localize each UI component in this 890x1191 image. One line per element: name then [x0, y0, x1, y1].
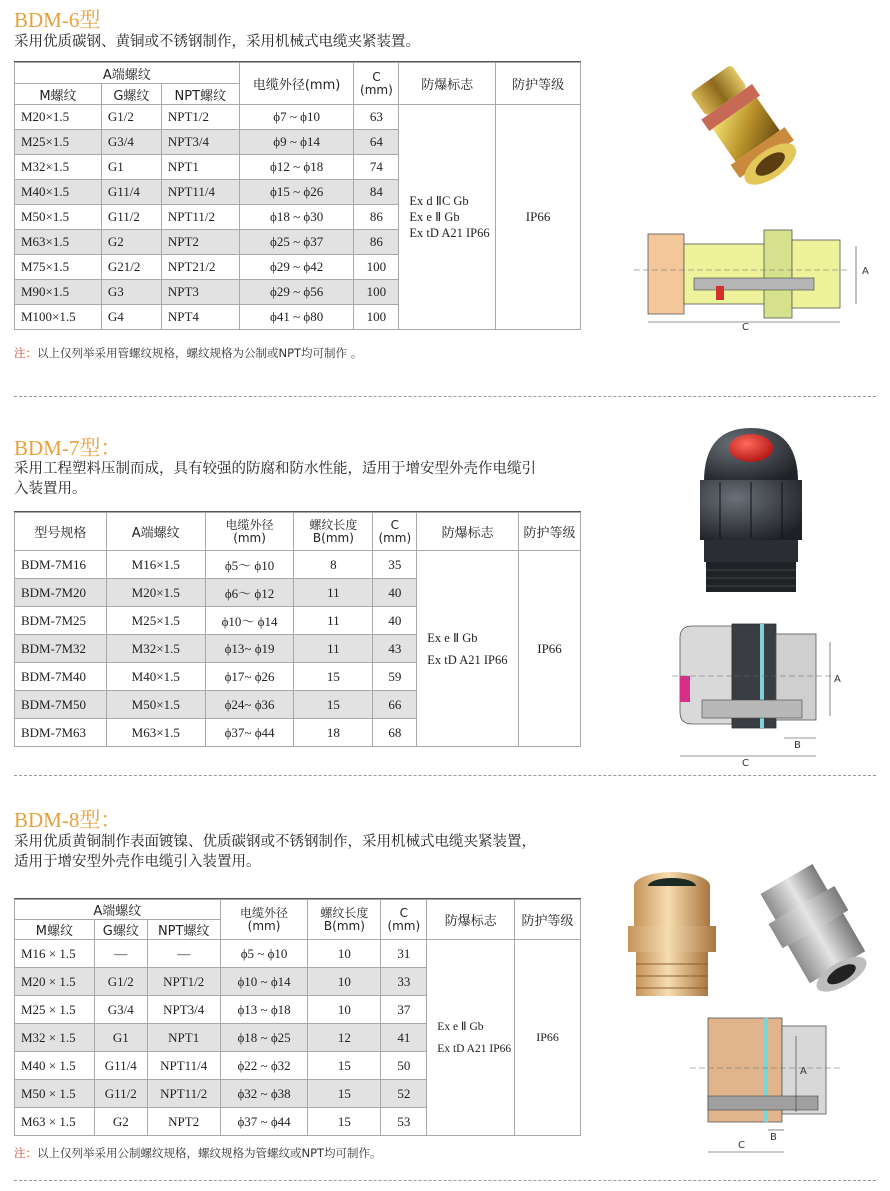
c-dimension-cell: 50: [381, 1052, 427, 1080]
npt-thread-cell: NPT1/2: [147, 968, 220, 996]
m-thread-cell: M32 × 1.5: [15, 1024, 95, 1052]
dim-b-label: B: [770, 1132, 777, 1143]
g-thread-cell: G1/2: [101, 105, 161, 130]
c-dimension-cell: 40: [373, 579, 417, 607]
bdm8-product-photo: [620, 862, 880, 1007]
section-divider: [14, 396, 876, 397]
model-cell: BDM-7M40: [15, 663, 107, 691]
c-dimension-cell: 74: [354, 155, 399, 180]
thread-length-cell: 11: [294, 579, 373, 607]
thread-length-cell: 15: [308, 1108, 381, 1136]
bdm7-title: BDM-7型：: [14, 436, 122, 460]
m-thread-cell: M100×1.5: [15, 305, 102, 330]
bdm7-header-ex: 防爆标志: [417, 513, 519, 551]
thread-length-cell: 10: [308, 968, 381, 996]
cable-diameter-cell: ϕ12 ~ ϕ18: [239, 155, 354, 180]
bdm7-header-a-thread: A端螺纹: [106, 513, 205, 551]
note-text: 以上仅列举采用公制螺纹规格，螺纹规格为管螺纹或NPT均可制作。: [37, 1146, 382, 1160]
dim-c-label: C: [738, 1140, 745, 1151]
c-dimension-cell: 66: [373, 691, 417, 719]
c-dimension-cell: 35: [373, 551, 417, 579]
npt-thread-cell: NPT3: [161, 280, 239, 305]
m-thread-cell: M16 × 1.5: [15, 940, 95, 968]
c-dimension-cell: 100: [354, 305, 399, 330]
npt-thread-cell: NPT21/2: [161, 255, 239, 280]
bdm8-header-ex: 防爆标志: [427, 900, 515, 940]
note-label: 注：: [14, 1146, 37, 1160]
model-cell: BDM-7M20: [15, 579, 107, 607]
cable-diameter-cell: ϕ15 ~ ϕ26: [239, 180, 354, 205]
table-row: [15, 551, 581, 579]
a-thread-cell: M16×1.5: [106, 551, 205, 579]
header-unit: B(mm): [323, 918, 365, 933]
c-dimension-cell: 40: [373, 607, 417, 635]
dim-a-label: A: [800, 1066, 807, 1077]
c-dimension-cell: 33: [381, 968, 427, 996]
ex-mark-line: Ex d ⅡC Gb: [409, 194, 469, 208]
bdm8-header-g: G螺纹: [94, 920, 147, 940]
header-label: 螺纹长度: [309, 517, 358, 532]
bdm6-spec-table: [14, 62, 581, 330]
a-thread-cell: M32×1.5: [106, 635, 205, 663]
header-unit: (mm): [387, 918, 421, 933]
c-dimension-cell: 52: [381, 1080, 427, 1108]
m-thread-cell: M50×1.5: [15, 205, 102, 230]
bdm6-header-cable: 电缆外径(mm): [239, 63, 354, 105]
g-thread-cell: G3: [101, 280, 161, 305]
model-cell: BDM-7M16: [15, 551, 107, 579]
m-thread-cell: M90×1.5: [15, 280, 102, 305]
bdm7-product-photo: [686, 420, 816, 600]
cable-diameter-cell: ϕ13 ~ ϕ18: [220, 996, 308, 1024]
cable-diameter-cell: ϕ17~ ϕ26: [205, 663, 294, 691]
thread-length-cell: 10: [308, 996, 381, 1024]
header-label: C: [390, 517, 400, 532]
cable-diameter-cell: ϕ18 ~ ϕ30: [239, 205, 354, 230]
bdm7-header-c: [373, 513, 417, 551]
npt-thread-cell: NPT1/2: [161, 105, 239, 130]
header-label: 螺纹长度: [320, 905, 369, 920]
header-unit: (mm): [247, 918, 281, 933]
npt-thread-cell: NPT4: [161, 305, 239, 330]
g-thread-cell: G2: [101, 230, 161, 255]
bdm6-ex-mark: [399, 105, 496, 330]
c-dimension-cell: 59: [373, 663, 417, 691]
cable-diameter-cell: ϕ5～ ϕ10: [205, 551, 294, 579]
bdm8-header-cable: [220, 900, 308, 940]
dim-a-label: A: [834, 674, 841, 685]
dim-c-label: C: [742, 322, 749, 332]
ex-mark-line: Ex e Ⅱ Gb: [409, 210, 460, 224]
cable-diameter-cell: ϕ29 ~ ϕ56: [239, 280, 354, 305]
g-thread-cell: G1: [101, 155, 161, 180]
header-label: 电缆外径: [225, 517, 274, 532]
cable-diameter-cell: ϕ24~ ϕ36: [205, 691, 294, 719]
m-thread-cell: M63×1.5: [15, 230, 102, 255]
bdm8-header-c: [381, 900, 427, 940]
bdm8-ip-rating: IP66: [515, 940, 581, 1136]
header-label: C: [399, 905, 409, 920]
a-thread-cell: M63×1.5: [106, 719, 205, 747]
c-dimension-cell: 100: [354, 280, 399, 305]
cable-diameter-cell: ϕ7 ~ ϕ10: [239, 105, 354, 130]
g-thread-cell: G11/4: [101, 180, 161, 205]
bdm6-header-c-unit: (mm): [360, 82, 393, 97]
c-dimension-cell: 84: [354, 180, 399, 205]
c-dimension-cell: 53: [381, 1108, 427, 1136]
bdm6-header-npt: NPT螺纹: [161, 84, 239, 105]
cable-diameter-cell: ϕ18 ~ ϕ25: [220, 1024, 308, 1052]
npt-thread-cell: —: [147, 940, 220, 968]
cable-diameter-cell: ϕ25 ~ ϕ37: [239, 230, 354, 255]
ex-mark-line: Ex tD A21 IP66: [409, 226, 490, 240]
bdm8-header-thread-length: [308, 900, 381, 940]
bdm7-spec-table: [14, 512, 581, 747]
npt-thread-cell: NPT3/4: [161, 130, 239, 155]
bdm7-description: [14, 459, 536, 499]
bdm6-header-g: G螺纹: [101, 84, 161, 105]
thread-length-cell: 15: [294, 691, 373, 719]
m-thread-cell: M50 × 1.5: [15, 1080, 95, 1108]
bdm8-header-a-thread: A端螺纹: [15, 900, 221, 920]
header-unit: (mm): [233, 530, 266, 545]
npt-thread-cell: NPT11/2: [161, 205, 239, 230]
thread-length-cell: 11: [294, 635, 373, 663]
a-thread-cell: M50×1.5: [106, 691, 205, 719]
cable-diameter-cell: ϕ5 ~ ϕ10: [220, 940, 308, 968]
g-thread-cell: G4: [101, 305, 161, 330]
cable-diameter-cell: ϕ6～ ϕ12: [205, 579, 294, 607]
thread-length-cell: 10: [308, 940, 381, 968]
section-divider: [14, 1180, 876, 1181]
bdm8-header-m: M螺纹: [15, 920, 95, 940]
bdm6-dimension-drawing: [634, 222, 879, 332]
bdm6-note: [14, 345, 362, 361]
g-thread-cell: —: [94, 940, 147, 968]
npt-thread-cell: NPT2: [147, 1108, 220, 1136]
bdm6-header-ip: 防护等级: [496, 63, 581, 105]
npt-thread-cell: NPT1: [147, 1024, 220, 1052]
cable-diameter-cell: ϕ22 ~ ϕ32: [220, 1052, 308, 1080]
bdm7-dimension-drawing: [672, 620, 852, 768]
g-thread-cell: G2: [94, 1108, 147, 1136]
cable-diameter-cell: ϕ13~ ϕ19: [205, 635, 294, 663]
table-row: [15, 105, 581, 130]
npt-thread-cell: NPT3/4: [147, 996, 220, 1024]
thread-length-cell: 15: [294, 663, 373, 691]
bdm8-title: BDM-8型：: [14, 808, 122, 832]
header-label: 电缆外径: [240, 905, 289, 920]
a-thread-cell: M25×1.5: [106, 607, 205, 635]
m-thread-cell: M32×1.5: [15, 155, 102, 180]
g-thread-cell: G11/4: [94, 1052, 147, 1080]
npt-thread-cell: NPT11/2: [147, 1080, 220, 1108]
model-cell: BDM-7M63: [15, 719, 107, 747]
c-dimension-cell: 31: [381, 940, 427, 968]
m-thread-cell: M25 × 1.5: [15, 996, 95, 1024]
m-thread-cell: M75×1.5: [15, 255, 102, 280]
bdm6-product-photo: [690, 60, 800, 195]
bdm6-title: BDM-6型: [14, 8, 101, 32]
cable-diameter-cell: ϕ10～ ϕ14: [205, 607, 294, 635]
model-cell: BDM-7M25: [15, 607, 107, 635]
bdm8-note: [14, 1145, 382, 1161]
note-text: 以上仅列举采用管螺纹规格，螺纹规格为公制或NPT均可制作 。: [37, 346, 363, 360]
description-line: 入装置用。: [14, 481, 87, 497]
m-thread-cell: M20 × 1.5: [15, 968, 95, 996]
ex-mark-line: Ex tD A21 IP66: [437, 1042, 512, 1055]
bdm6-ip-rating: IP66: [496, 105, 581, 330]
ex-mark-line: Ex e Ⅱ Gb: [427, 630, 478, 645]
thread-length-cell: 12: [308, 1024, 381, 1052]
description-line: 采用优质黄铜制作表面镀镍、优质碳钢或不锈钢制作，采用机械式电缆夹紧装置，: [14, 834, 536, 850]
table-row: [15, 940, 581, 968]
bdm8-dimension-drawing: [680, 1012, 870, 1162]
g-thread-cell: G11/2: [101, 205, 161, 230]
c-dimension-cell: 41: [381, 1024, 427, 1052]
bdm7-header-cable: [205, 513, 294, 551]
c-dimension-cell: 100: [354, 255, 399, 280]
c-dimension-cell: 37: [381, 996, 427, 1024]
cable-diameter-cell: ϕ41 ~ ϕ80: [239, 305, 354, 330]
cable-diameter-cell: ϕ37 ~ ϕ44: [220, 1108, 308, 1136]
g-thread-cell: G21/2: [101, 255, 161, 280]
dim-c-label: C: [742, 758, 749, 768]
g-thread-cell: G3/4: [94, 996, 147, 1024]
g-thread-cell: G11/2: [94, 1080, 147, 1108]
bdm8-description: [14, 832, 536, 872]
bdm8-header-ip: 防护等级: [515, 900, 581, 940]
thread-length-cell: 8: [294, 551, 373, 579]
m-thread-cell: M63 × 1.5: [15, 1108, 95, 1136]
c-dimension-cell: 68: [373, 719, 417, 747]
bdm6-header-c-label: C: [372, 69, 381, 84]
description-line: 适用于增安型外壳作电缆引入装置用。: [14, 854, 261, 870]
cable-diameter-cell: ϕ32 ~ ϕ38: [220, 1080, 308, 1108]
bdm8-spec-table: [14, 899, 581, 1136]
c-dimension-cell: 63: [354, 105, 399, 130]
c-dimension-cell: 43: [373, 635, 417, 663]
npt-thread-cell: NPT11/4: [147, 1052, 220, 1080]
bdm8-ex-mark: [427, 940, 515, 1136]
bdm6-header-ex: 防爆标志: [399, 63, 496, 105]
bdm7-header-model: 型号规格: [15, 513, 107, 551]
cable-diameter-cell: ϕ29 ~ ϕ42: [239, 255, 354, 280]
description-line: 采用工程塑料压制而成，具有较强的防腐和防水性能，适用于增安型外壳作电缆引: [14, 461, 536, 477]
bdm7-header-ip: 防护等级: [519, 513, 581, 551]
npt-thread-cell: NPT11/4: [161, 180, 239, 205]
a-thread-cell: M40×1.5: [106, 663, 205, 691]
thread-length-cell: 15: [308, 1052, 381, 1080]
cable-diameter-cell: ϕ10 ~ ϕ14: [220, 968, 308, 996]
c-dimension-cell: 86: [354, 205, 399, 230]
cable-diameter-cell: ϕ37~ ϕ44: [205, 719, 294, 747]
thread-length-cell: 15: [308, 1080, 381, 1108]
bdm6-header-m: M螺纹: [15, 84, 102, 105]
g-thread-cell: G1/2: [94, 968, 147, 996]
m-thread-cell: M40×1.5: [15, 180, 102, 205]
bdm6-description: 采用优质碳钢、黄铜或不锈钢制作，采用机械式电缆夹紧装置。: [14, 34, 420, 50]
npt-thread-cell: NPT2: [161, 230, 239, 255]
note-label: 注：: [14, 346, 37, 360]
bdm7-ip-rating: IP66: [519, 551, 581, 747]
bdm8-header-npt: NPT螺纹: [147, 920, 220, 940]
ex-mark-line: Ex tD A21 IP66: [427, 652, 508, 667]
ex-mark-line: Ex e Ⅱ Gb: [437, 1020, 484, 1033]
bdm6-header-a-thread: A端螺纹: [15, 63, 240, 84]
bdm7-header-thread-length: [294, 513, 373, 551]
header-unit: B(mm): [312, 530, 354, 545]
dim-a-label: A: [862, 266, 869, 277]
g-thread-cell: G3/4: [101, 130, 161, 155]
m-thread-cell: M20×1.5: [15, 105, 102, 130]
c-dimension-cell: 64: [354, 130, 399, 155]
npt-thread-cell: NPT1: [161, 155, 239, 180]
model-cell: BDM-7M50: [15, 691, 107, 719]
header-unit: (mm): [378, 530, 412, 545]
c-dimension-cell: 86: [354, 230, 399, 255]
g-thread-cell: G1: [94, 1024, 147, 1052]
thread-length-cell: 18: [294, 719, 373, 747]
m-thread-cell: M40 × 1.5: [15, 1052, 95, 1080]
model-cell: BDM-7M32: [15, 635, 107, 663]
thread-length-cell: 11: [294, 607, 373, 635]
bdm7-ex-mark: [417, 551, 519, 747]
m-thread-cell: M25×1.5: [15, 130, 102, 155]
cable-diameter-cell: ϕ9 ~ ϕ14: [239, 130, 354, 155]
dim-b-label: B: [794, 740, 801, 751]
a-thread-cell: M20×1.5: [106, 579, 205, 607]
section-divider: [14, 775, 876, 776]
bdm6-header-c: [354, 63, 399, 105]
